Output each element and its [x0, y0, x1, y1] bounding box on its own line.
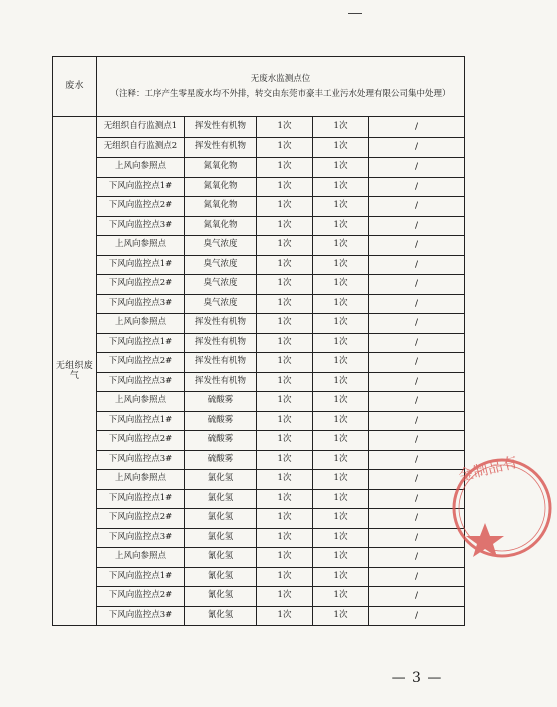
monitoring-point-cell: 下风向监控点1#	[97, 177, 185, 197]
pollutant-cell: 硫酸雾	[185, 450, 257, 470]
monitoring-point-cell: 下风向监控点1#	[97, 489, 185, 509]
frequency-cell: 1次	[257, 294, 313, 314]
table-row	[53, 587, 465, 607]
pollutant-cell: 挥发性有机物	[185, 137, 257, 158]
remark-cell: /	[369, 372, 465, 392]
frequency-cell: 1次	[257, 450, 313, 470]
monitoring-point-cell: 下风向监控点3#	[97, 528, 185, 548]
count-cell: 1次	[313, 275, 369, 295]
frequency-cell: 1次	[257, 509, 313, 529]
frequency-cell: 1次	[257, 158, 313, 178]
remark-cell: /	[369, 411, 465, 431]
count-cell: 1次	[313, 450, 369, 470]
remark-cell: /	[369, 294, 465, 314]
pollutant-cell: 氰化氢	[185, 548, 257, 568]
table-row	[53, 158, 465, 178]
frequency-cell: 1次	[257, 314, 313, 334]
frequency-cell: 1次	[257, 353, 313, 373]
page-number: — 3 —	[391, 670, 443, 686]
frequency-cell: 1次	[257, 489, 313, 509]
count-cell: 1次	[313, 158, 369, 178]
pollutant-cell: 挥发性有机物	[185, 372, 257, 392]
table-row	[53, 236, 465, 256]
count-cell: 1次	[313, 411, 369, 431]
frequency-cell: 1次	[257, 567, 313, 587]
table-row	[53, 353, 465, 373]
frequency-cell: 1次	[257, 137, 313, 158]
count-cell: 1次	[313, 392, 369, 412]
pollutant-cell: 硫酸雾	[185, 431, 257, 451]
table-row	[53, 431, 465, 451]
pollutant-cell: 氯化氢	[185, 509, 257, 529]
monitoring-point-cell: 下风向监控点1#	[97, 411, 185, 431]
remark-cell: /	[369, 158, 465, 178]
wastewater-title: 无废水监测点位	[250, 73, 311, 84]
remark-cell: /	[369, 509, 465, 529]
monitoring-point-cell: 上风向参照点	[97, 314, 185, 334]
remark-cell: /	[369, 606, 465, 626]
remark-cell: /	[369, 177, 465, 197]
count-cell: 1次	[313, 470, 369, 490]
monitoring-table	[52, 56, 465, 626]
remark-cell: /	[369, 548, 465, 568]
count-cell: 1次	[313, 177, 369, 197]
frequency-cell: 1次	[257, 548, 313, 568]
remark-cell: /	[369, 528, 465, 548]
remark-cell: /	[369, 137, 465, 158]
pollutant-cell: 硫酸雾	[185, 392, 257, 412]
monitoring-point-cell: 下风向监控点1#	[97, 333, 185, 353]
table-row	[53, 255, 465, 275]
table-row	[53, 606, 465, 626]
count-cell: 1次	[313, 216, 369, 236]
table-row	[53, 450, 465, 470]
frequency-cell: 1次	[257, 117, 313, 138]
exhaust-category-label: 无组织废气	[53, 117, 97, 626]
frequency-cell: 1次	[257, 255, 313, 275]
table-row	[53, 489, 465, 509]
pollutant-cell: 挥发性有机物	[185, 353, 257, 373]
wastewater-row	[53, 57, 465, 117]
count-cell: 1次	[313, 117, 369, 138]
count-cell: 1次	[313, 333, 369, 353]
monitoring-point-cell: 下风向监控点2#	[97, 587, 185, 607]
remark-cell: /	[369, 333, 465, 353]
count-cell: 1次	[313, 548, 369, 568]
table-row	[53, 528, 465, 548]
frequency-cell: 1次	[257, 275, 313, 295]
pollutant-cell: 臭气浓度	[185, 294, 257, 314]
pollutant-cell: 挥发性有机物	[185, 333, 257, 353]
table-row	[53, 314, 465, 334]
remark-cell: /	[369, 197, 465, 217]
frequency-cell: 1次	[257, 333, 313, 353]
pollutant-cell: 臭气浓度	[185, 255, 257, 275]
pollutant-cell: 氮氧化物	[185, 216, 257, 236]
remark-cell: /	[369, 255, 465, 275]
monitoring-point-cell: 下风向监控点2#	[97, 197, 185, 217]
wastewater-note: （注释：工序产生零星废水均不外排，转交由东莞市豪丰工业污水处理有限公司集中处理）	[110, 88, 451, 99]
monitoring-point-cell: 上风向参照点	[97, 392, 185, 412]
count-cell: 1次	[313, 431, 369, 451]
count-cell: 1次	[313, 509, 369, 529]
pollutant-cell: 硫酸雾	[185, 411, 257, 431]
top-pen-mark	[348, 13, 362, 14]
table-row	[53, 275, 465, 295]
table-row	[53, 567, 465, 587]
monitoring-point-cell: 下风向监控点3#	[97, 294, 185, 314]
remark-cell: /	[369, 431, 465, 451]
table-row	[53, 137, 465, 158]
pollutant-cell: 氮氧化物	[185, 158, 257, 178]
monitoring-point-cell: 上风向参照点	[97, 548, 185, 568]
monitoring-point-cell: 上风向参照点	[97, 236, 185, 256]
remark-cell: /	[369, 236, 465, 256]
table-row	[53, 197, 465, 217]
monitoring-point-cell: 下风向监控点3#	[97, 216, 185, 236]
frequency-cell: 1次	[257, 177, 313, 197]
count-cell: 1次	[313, 236, 369, 256]
frequency-cell: 1次	[257, 431, 313, 451]
monitoring-point-cell: 下风向监控点2#	[97, 509, 185, 529]
remark-cell: /	[369, 587, 465, 607]
frequency-cell: 1次	[257, 216, 313, 236]
remark-cell: /	[369, 567, 465, 587]
remark-cell: /	[369, 450, 465, 470]
frequency-cell: 1次	[257, 470, 313, 490]
table-row	[53, 470, 465, 490]
table-row	[53, 177, 465, 197]
frequency-cell: 1次	[257, 236, 313, 256]
frequency-cell: 1次	[257, 392, 313, 412]
count-cell: 1次	[313, 528, 369, 548]
monitoring-point-cell: 下风向监控点3#	[97, 606, 185, 626]
monitoring-point-cell: 下风向监控点2#	[97, 275, 185, 295]
table-row	[53, 294, 465, 314]
monitoring-point-cell: 下风向监控点3#	[97, 372, 185, 392]
monitoring-point-cell: 下风向监控点1#	[97, 567, 185, 587]
remark-cell: /	[369, 353, 465, 373]
count-cell: 1次	[313, 137, 369, 158]
table-row	[53, 117, 465, 138]
count-cell: 1次	[313, 314, 369, 334]
remark-cell: /	[369, 392, 465, 412]
seal-text: 金制品有	[456, 452, 520, 485]
wastewater-label: 废水	[53, 57, 97, 117]
count-cell: 1次	[313, 489, 369, 509]
pollutant-cell: 氰化氢	[185, 567, 257, 587]
pollutant-cell: 氮氧化物	[185, 197, 257, 217]
remark-cell: /	[369, 314, 465, 334]
wastewater-description	[97, 57, 465, 117]
remark-cell: /	[369, 489, 465, 509]
monitoring-point-cell: 无组织自行监测点2	[97, 137, 185, 158]
monitoring-point-cell: 下风向监控点3#	[97, 450, 185, 470]
frequency-cell: 1次	[257, 372, 313, 392]
official-seal	[447, 443, 557, 573]
count-cell: 1次	[313, 567, 369, 587]
table-row	[53, 372, 465, 392]
frequency-cell: 1次	[257, 587, 313, 607]
remark-cell: /	[369, 117, 465, 138]
monitoring-point-cell: 下风向监控点1#	[97, 255, 185, 275]
monitoring-point-cell: 下风向监控点2#	[97, 353, 185, 373]
table-row	[53, 392, 465, 412]
count-cell: 1次	[313, 353, 369, 373]
table-row	[53, 216, 465, 236]
monitoring-point-cell: 下风向监控点2#	[97, 431, 185, 451]
table-row	[53, 411, 465, 431]
count-cell: 1次	[313, 197, 369, 217]
monitoring-point-cell: 无组织自行监测点1	[97, 117, 185, 138]
remark-cell: /	[369, 470, 465, 490]
table-row	[53, 548, 465, 568]
frequency-cell: 1次	[257, 528, 313, 548]
monitoring-point-cell: 上风向参照点	[97, 470, 185, 490]
count-cell: 1次	[313, 606, 369, 626]
remark-cell: /	[369, 216, 465, 236]
table-row	[53, 509, 465, 529]
count-cell: 1次	[313, 255, 369, 275]
pollutant-cell: 氯化氢	[185, 528, 257, 548]
count-cell: 1次	[313, 372, 369, 392]
pollutant-cell: 氰化氢	[185, 587, 257, 607]
table-row	[53, 333, 465, 353]
pollutant-cell: 挥发性有机物	[185, 314, 257, 334]
frequency-cell: 1次	[257, 411, 313, 431]
monitoring-point-cell: 上风向参照点	[97, 158, 185, 178]
pollutant-cell: 氮氧化物	[185, 177, 257, 197]
pollutant-cell: 氯化氢	[185, 489, 257, 509]
pollutant-cell: 氯化氢	[185, 470, 257, 490]
remark-cell: /	[369, 275, 465, 295]
frequency-cell: 1次	[257, 197, 313, 217]
pollutant-cell: 臭气浓度	[185, 275, 257, 295]
count-cell: 1次	[313, 294, 369, 314]
count-cell: 1次	[313, 587, 369, 607]
pollutant-cell: 挥发性有机物	[185, 117, 257, 138]
frequency-cell: 1次	[257, 606, 313, 626]
pollutant-cell: 臭气浓度	[185, 236, 257, 256]
pollutant-cell: 氰化氢	[185, 606, 257, 626]
